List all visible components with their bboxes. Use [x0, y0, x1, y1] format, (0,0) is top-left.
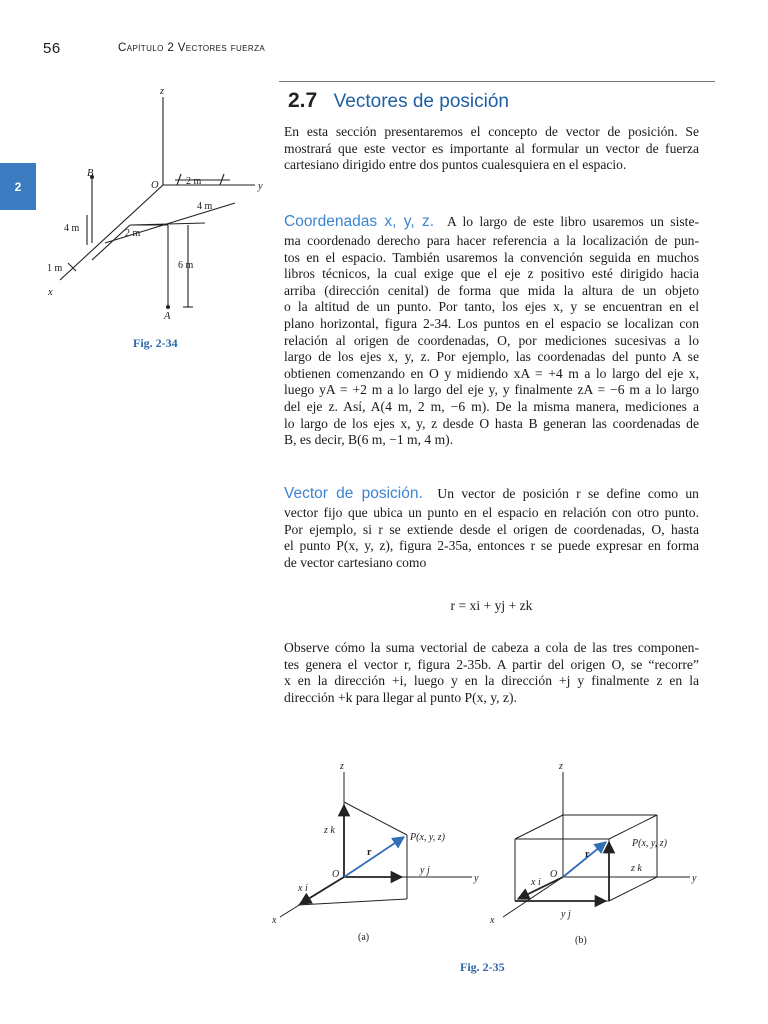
label-zk: z k — [324, 825, 335, 836]
text-line — [284, 483, 699, 505]
text-line: B, es decir, B(6 m, −1 m, 4 m). — [284, 432, 454, 448]
label-z: z — [340, 761, 344, 772]
construction-line — [344, 802, 407, 835]
chapter-header: Capítulo 2 Vectores fuerza — [118, 42, 266, 54]
text-line: En esta sección presentaremos el concepto de vector de posición. Se — [284, 124, 699, 139]
text-line: del eje z. Así, A(4 m, 2 m, −6 m). De la misma manera, mediciones a — [284, 398, 699, 414]
text-line: mostrará que este vector es importante al formular un vector de fuerza — [284, 140, 699, 156]
label-x: x — [272, 915, 277, 926]
dim-2m-mid: 2 m — [125, 228, 141, 239]
label-x: x — [48, 287, 53, 298]
label-z: z — [160, 86, 165, 97]
text-line: largo de los ejes x, y, z. Por ejemplo, las coordenadas del punto A se — [284, 349, 699, 365]
section-title — [288, 89, 509, 113]
coordinates-heading: Coordenadas x, y, z. — [284, 213, 435, 230]
sublabel-a: (a) — [358, 932, 370, 943]
label-r: r — [367, 847, 372, 858]
text-line: arriba (dirección cenital) de forma que mida la altura de un objeto — [284, 282, 699, 298]
text-line: tos en el espacio. También usaremos la convención seguida en muchos — [284, 249, 699, 265]
label-x: x — [490, 915, 495, 926]
label-y: y — [692, 873, 697, 884]
text-line: plano horizontal, figura 2-34. Los puntos en el espacio se localizan con — [284, 315, 699, 331]
label-p: P(x, y, z) — [632, 838, 667, 849]
section-rule — [279, 81, 715, 82]
text-run: Un vector de posición r se define como un — [437, 486, 699, 501]
box-edge — [515, 815, 563, 839]
label-r: r — [585, 849, 590, 860]
label-yj: y j — [561, 909, 571, 920]
text-line — [284, 211, 699, 233]
dim-1m: 1 m — [47, 263, 63, 274]
label-p: P(x, y, z) — [410, 832, 445, 843]
label-origin: O — [151, 180, 159, 191]
dim-4m-right: 4 m — [197, 201, 213, 212]
section-number: 2.7 — [288, 89, 318, 112]
dim-2m-top: 2 m — [186, 176, 202, 187]
section-name: Vectores de posición — [333, 91, 509, 112]
r-vector — [344, 837, 404, 877]
text-line: tes genera el vector r, figura 2-35b. A partir del origen O, se “recorre” — [284, 656, 699, 672]
text-line: Observe cómo la suma vectorial de cabeza a cola de las tres componen- — [284, 640, 699, 655]
text-run: A lo largo de este libro usaremos un siste- — [446, 214, 699, 229]
text-line: cartesiano dirigido entre dos puntos cualesquiera en el espacio. — [284, 157, 627, 173]
sublabel-b: (b) — [575, 935, 587, 946]
label-z: z — [559, 761, 563, 772]
label-xi: x i — [298, 883, 308, 894]
text-line: el punto P(x, y, z), figura 2-35a, entonces r se puede expresar en forma — [284, 538, 699, 554]
label-y: y — [258, 181, 263, 192]
label-zk: z k — [631, 863, 642, 874]
text-line: relación al origen de coordenadas, O, por mediciones sucesivas a lo — [284, 332, 699, 348]
text-line: lo largo de los ejes x, y, z desde O hasta B generan las coordenadas de — [284, 415, 699, 431]
label-a: A — [164, 311, 171, 322]
text-line: Por ejemplo, si r se extiende desde el origen de coordenadas, O, hasta — [284, 521, 699, 537]
label-b: B — [87, 168, 94, 179]
construction-line — [298, 899, 407, 905]
dim-6m: 6 m — [178, 260, 194, 271]
page-number: 56 — [43, 40, 61, 57]
chapter-side-tab: 2 — [0, 163, 36, 210]
position-vector-equation: r = xi + yj + zk — [450, 598, 533, 613]
label-origin: O — [332, 869, 340, 880]
position-vector-paragraph — [284, 483, 699, 571]
point-a — [166, 305, 170, 309]
figure-2-35-caption: Fig. 2-35 — [460, 960, 505, 974]
figure-2-35b — [485, 757, 715, 947]
text-line: libros técnicos, la cual exige que el eje z positivo esté dirigido hacia — [284, 266, 699, 282]
text-line: luego yA = +2 m a lo largo del eje y, y finalmente zA = −6 m a lo largo — [284, 382, 699, 398]
box-edge — [609, 877, 657, 901]
figure-2-34 — [40, 85, 280, 330]
position-vector-heading: Vector de posición. — [284, 485, 423, 502]
text-line: vector fijo que ubica un punto en el espacio en relación con otro punto. — [284, 505, 699, 520]
box-edge — [609, 815, 657, 839]
label-yj: y j — [420, 865, 430, 876]
figure-2-35a — [262, 757, 492, 947]
observe-paragraph — [284, 640, 699, 706]
coordinates-paragraph — [284, 211, 699, 449]
text-line: x en la dirección +i, luego y en la dirección +j y finalmente z en la — [284, 673, 699, 689]
dim-4m-left: 4 m — [64, 223, 80, 234]
label-xi: x i — [531, 877, 541, 888]
label-y: y — [474, 873, 479, 884]
intro-paragraph — [284, 124, 699, 174]
figure-2-34-caption: Fig. 2-34 — [133, 336, 178, 350]
text-line: de vector cartesiano como — [284, 554, 427, 570]
text-line: o la altitud de un punto. Por tanto, los ejes x, y se encuentran en el — [284, 299, 699, 315]
label-origin: O — [550, 869, 558, 880]
text-line: dirección +k para llegar al punto P(x, y, z). — [284, 689, 517, 705]
text-line: obtienen comenzando en O y midiendo xA = +4 m a lo largo del eje x, — [284, 365, 699, 381]
text-line: ma coordenado derecho para hacer referencia a la localización de pun- — [284, 233, 699, 248]
